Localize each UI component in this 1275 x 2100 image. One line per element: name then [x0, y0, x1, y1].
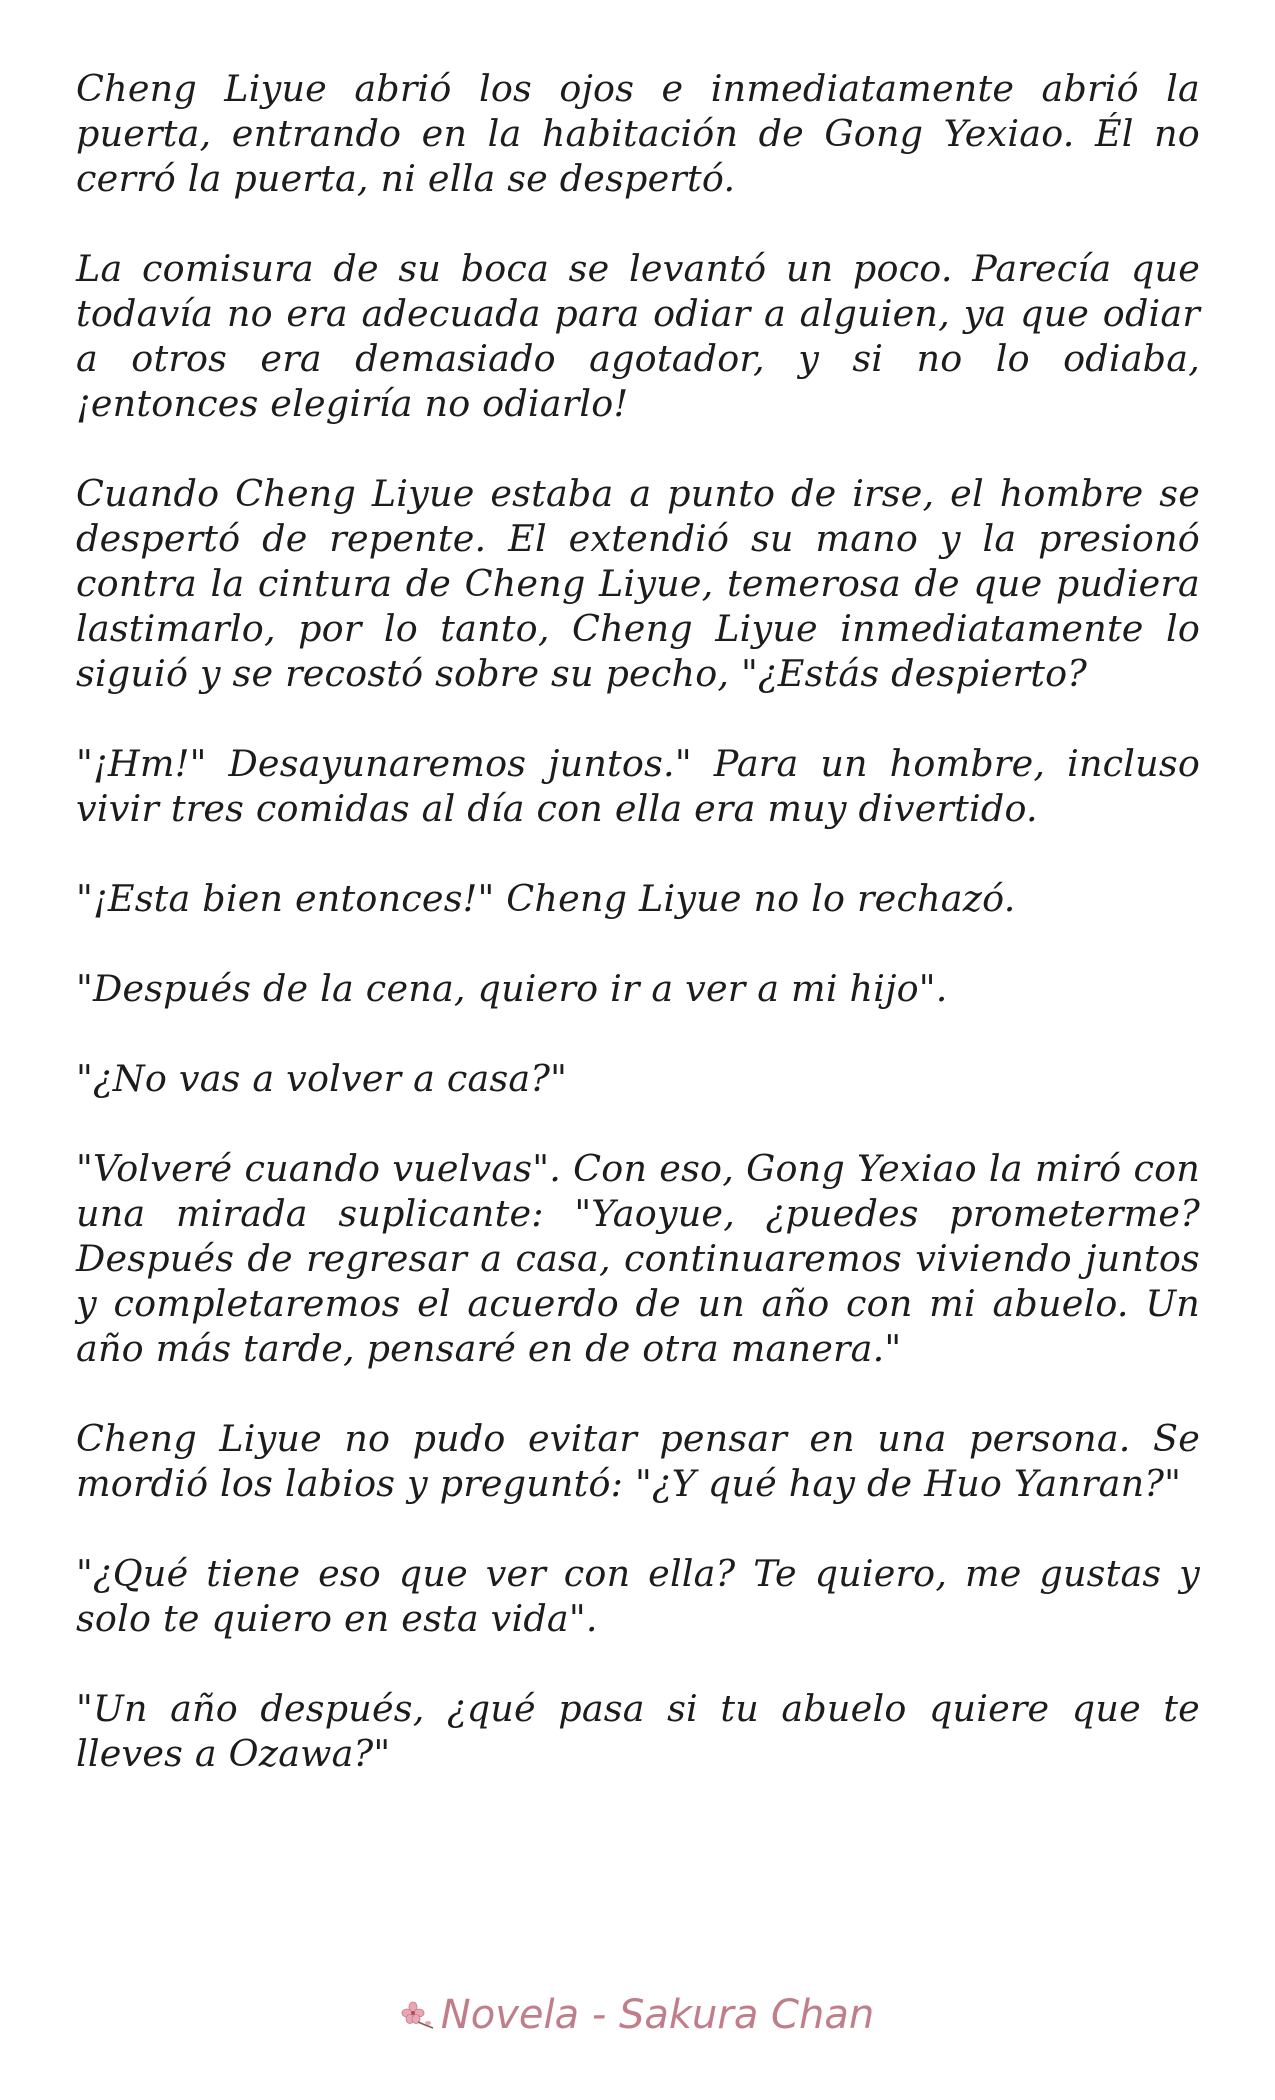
paragraph-2: La comisura de su boca se levantó un poco. Parecía que todavía no era adecuada para odiar a alguien, ya que odiar a otros era demasiado agotador, y si no lo odiaba, ¡entonces elegiría no odiarlo! [76, 247, 1200, 425]
sakura-blossom-icon [401, 1992, 435, 2042]
paragraph-7: "¿No vas a volver a casa?" [76, 1057, 568, 1100]
paragraph-11: "Un año después, ¿qué pasa si tu abuelo quiere que te lleves a Ozawa?" [76, 1687, 1200, 1775]
paragraph-1: Cheng Liyue abrió los ojos e inmediatamente abrió la puerta, entrando en la habitación de Gong Yexiao. Él no cerró la puerta, ni ella se despertó. [76, 67, 1200, 200]
paragraph-10: "¿Qué tiene eso que ver con ella? Te quiero, me gustas y solo te quiero en esta vida". [76, 1552, 1200, 1640]
paragraph-8: "Volveré cuando vuelvas". Con eso, Gong Yexiao la miró con una mirada suplicante: "Yaoyue, ¿puedes prometerme? Después de regresar a casa, continuaremos viviendo juntos y completaremos el acuerdo de un año con mi abuelo. Un año más tarde, pensaré en de otra manera." [76, 1147, 1200, 1370]
watermark-text: Novela - Sakura Chan [440, 1992, 875, 2038]
paragraph-4: "¡Hm!" Desayunaremos juntos." Para un hombre, incluso vivir tres comidas al día con ella era muy divertido. [76, 742, 1200, 830]
paragraph-3: Cuando Cheng Liyue estaba a punto de irse, el hombre se despertó de repente. El extendió su mano y la presionó contra la cintura de Cheng Liyue, temerosa de que pudiera lastimarlo, por lo tanto, Cheng Liyue inmediatamente lo siguió y se recostó sobre su pecho, "¿Estás despierto? [76, 472, 1200, 695]
paragraph-6: "Después de la cena, quiero ir a ver a mi hijo". [76, 967, 948, 1010]
paragraph-5: "¡Esta bien entonces!" Cheng Liyue no lo rechazó. [76, 877, 1016, 920]
watermark [0, 1990, 1275, 2042]
page-body [76, 66, 1200, 1821]
paragraph-9: Cheng Liyue no pudo evitar pensar en una persona. Se mordió los labios y preguntó: "¿Y qué hay de Huo Yanran?" [76, 1417, 1200, 1505]
